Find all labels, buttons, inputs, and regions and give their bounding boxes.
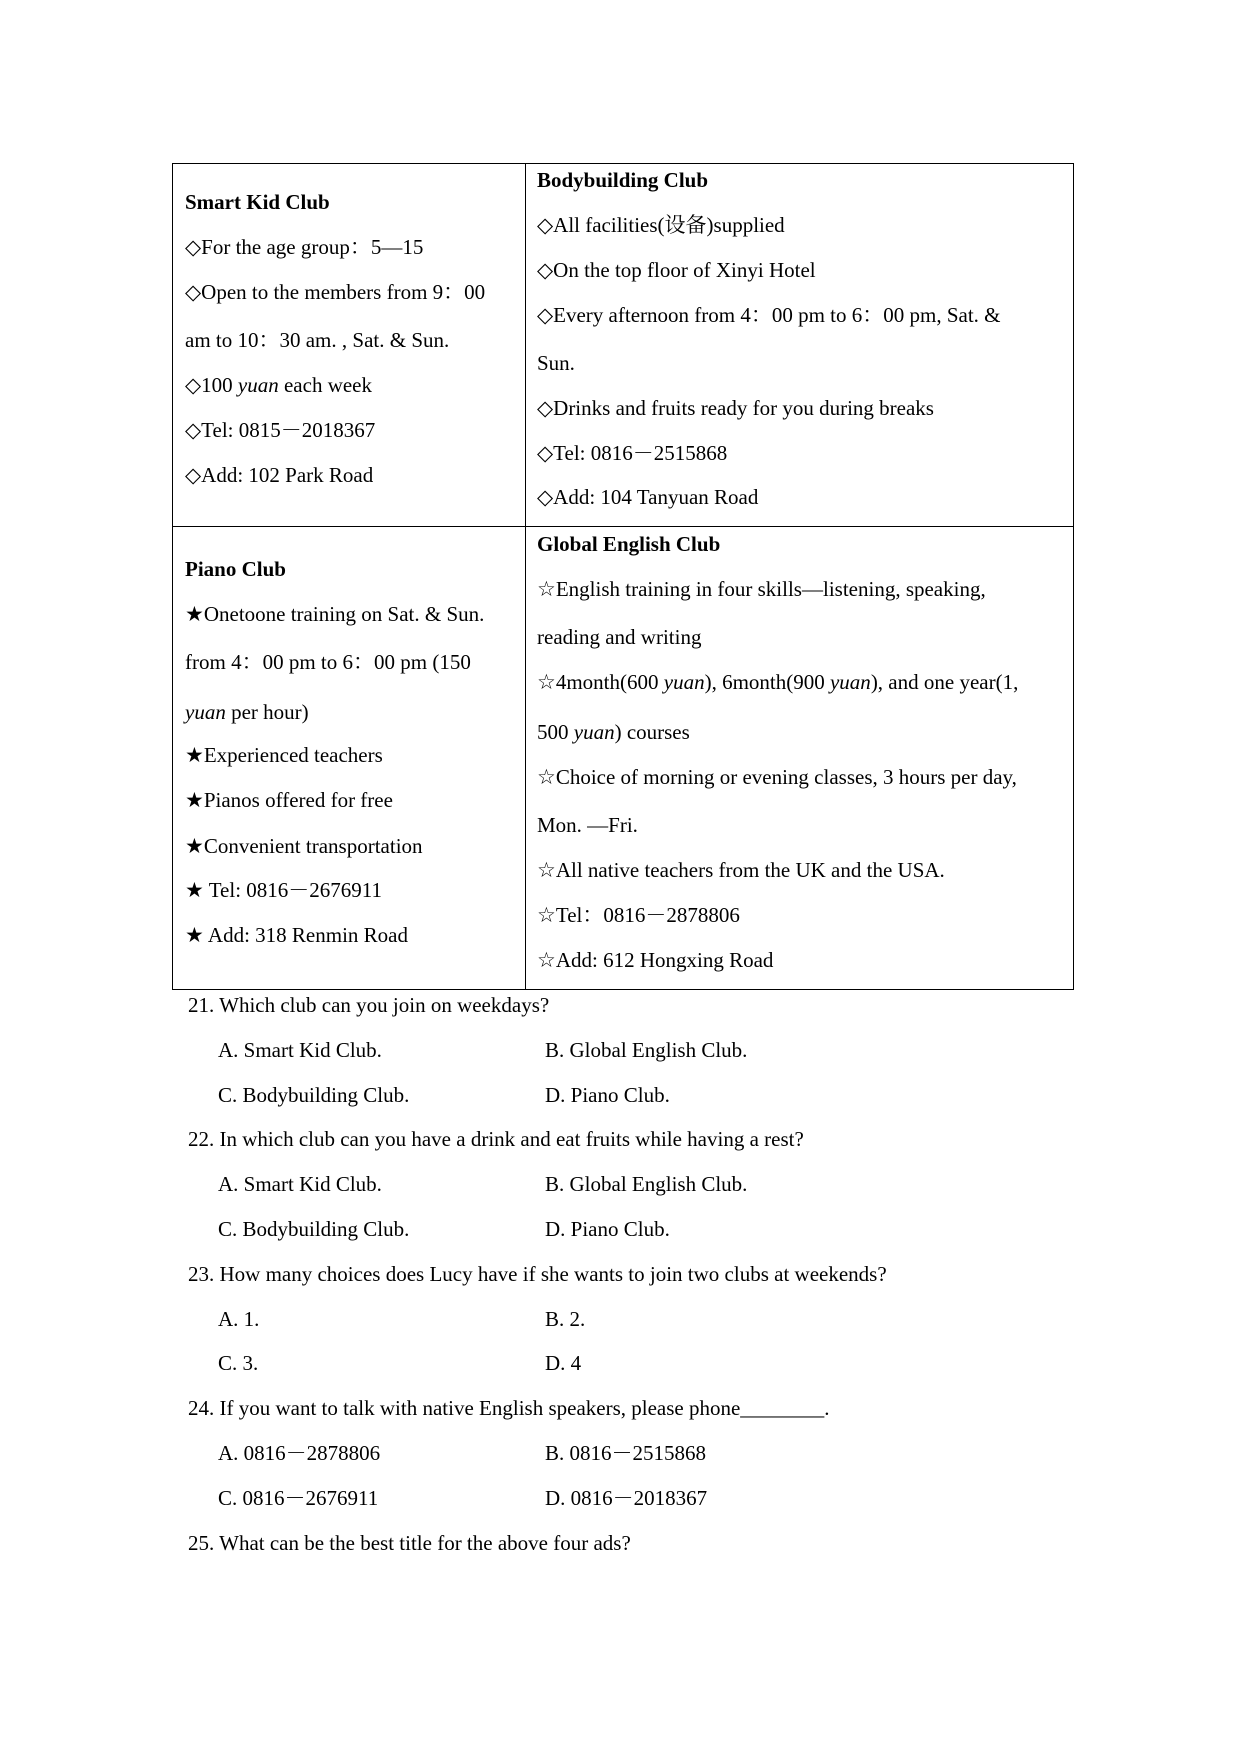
question-stem: 21. Which club can you join on weekdays? xyxy=(188,993,550,1017)
option-d: D. 0816－2018367 xyxy=(545,1485,708,1510)
options-row xyxy=(188,1476,1068,1521)
option-a: A. 0816－2878806 xyxy=(218,1440,381,1465)
option-d: D. Piano Club. xyxy=(545,1082,670,1107)
line-text: ◇100 xyxy=(185,373,238,397)
question-23 xyxy=(188,1252,1068,1386)
line-text: ☆4month(600 xyxy=(537,670,664,694)
teachers-line: ★Experienced teachers xyxy=(185,743,383,767)
option-b: B. 2. xyxy=(545,1306,586,1331)
currency-word: yuan xyxy=(573,720,615,744)
option-a: A. Smart Kid Club. xyxy=(218,1172,382,1197)
option-c: C. Bodybuilding Club. xyxy=(218,1082,410,1107)
option-a: A. Smart Kid Club. xyxy=(218,1037,382,1062)
option-c: C. Bodybuilding Club. xyxy=(218,1216,410,1241)
tel-line: ★ Tel: 0816－2676911 xyxy=(185,878,383,902)
address-line: ★ Add: 318 Renmin Road xyxy=(185,923,408,947)
ad-title: Bodybuilding Club xyxy=(537,168,709,192)
courses-line-cont xyxy=(537,717,690,747)
tel-line: ◇Tel: 0816－2515868 xyxy=(537,441,728,465)
options-row xyxy=(188,1341,1068,1386)
line-text: 500 xyxy=(537,720,574,744)
ad-bodybuilding-club xyxy=(526,164,1073,527)
option-b: B. 0816－2515868 xyxy=(545,1440,707,1465)
facilities-line: ◇All facilities(设备)supplied xyxy=(537,213,785,237)
currency-word: yuan xyxy=(185,700,226,724)
question-21 xyxy=(188,983,1068,1117)
currency-word: yuan xyxy=(237,373,279,397)
training-line-cont xyxy=(185,697,309,727)
line-text: ) courses xyxy=(614,720,690,744)
question-22 xyxy=(188,1117,1068,1251)
options-row xyxy=(188,1207,1068,1252)
address-line: ☆Add: 612 Hongxing Road xyxy=(537,948,774,972)
question-24 xyxy=(188,1386,1068,1520)
opening-hours-line: ◇Every afternoon from 4：00 pm to 6：00 pm, Sat. & xyxy=(537,303,1001,327)
tel-line: ☆Tel：0816－2878806 xyxy=(537,903,740,927)
options-row xyxy=(188,1073,1068,1118)
currency-word: yuan xyxy=(829,670,871,694)
options-row xyxy=(188,1297,1068,1342)
question-stem: 22. In which club can you have a drink and eat fruits while having a rest? xyxy=(188,1127,804,1152)
line-text: ), and one year(1, xyxy=(870,670,1019,694)
class-time-line: ☆Choice of morning or evening classes, 3 hours per day, xyxy=(537,765,1017,789)
training-line: ★Onetoone training on Sat. & Sun. xyxy=(185,602,485,626)
option-d: D. Piano Club. xyxy=(545,1216,670,1241)
option-b: B. Global English Club. xyxy=(545,1037,748,1062)
courses-line xyxy=(537,667,1018,697)
tel-line: ◇Tel: 0815－2018367 xyxy=(185,418,376,442)
option-c: C. 0816－2676911 xyxy=(218,1485,379,1510)
training-line-cont: reading and writing xyxy=(537,625,702,649)
training-line-cont: from 4：00 pm to 6：00 pm (150 xyxy=(185,650,471,674)
option-c: C. 3. xyxy=(218,1351,259,1376)
ad-title: Global English Club xyxy=(537,532,721,556)
pianos-line: ★Pianos offered for free xyxy=(185,788,393,812)
options-row xyxy=(188,1162,1068,1207)
location-line: ◇On the top floor of Xinyi Hotel xyxy=(537,258,816,282)
address-line: ◇Add: 102 Park Road xyxy=(185,463,374,487)
address-line: ◇Add: 104 Tanyuan Road xyxy=(537,485,759,509)
opening-hours-line: ◇Open to the members from 9：00 xyxy=(185,280,486,304)
price-line xyxy=(185,370,372,400)
options-row xyxy=(188,1028,1068,1073)
option-d: D. 4 xyxy=(545,1351,582,1376)
transportation-line: ★Convenient transportation xyxy=(185,834,423,858)
ad-global-english-club xyxy=(526,527,1073,989)
line-text: ), 6month(900 xyxy=(704,670,830,694)
currency-word: yuan xyxy=(663,670,705,694)
option-a: A. 1. xyxy=(218,1306,260,1331)
question-25 xyxy=(188,1521,1068,1566)
refreshments-line: ◇Drinks and fruits ready for you during breaks xyxy=(537,396,934,420)
questions-section xyxy=(188,983,1068,1565)
option-b: B. Global English Club. xyxy=(545,1172,748,1197)
ad-piano-club xyxy=(173,527,526,989)
ads-table xyxy=(172,163,1074,990)
opening-hours-line-cont: am to 10：30 am. , Sat. & Sun. xyxy=(185,328,450,352)
options-row xyxy=(188,1431,1068,1476)
question-stem: 25. What can be the best title for the above four ads? xyxy=(188,1530,631,1555)
ad-title: Smart Kid Club xyxy=(185,190,330,214)
question-stem: 23. How many choices does Lucy have if she wants to join two clubs at weekends? xyxy=(188,1261,887,1286)
class-time-line-cont: Mon. —Fri. xyxy=(537,813,638,837)
ad-smart-kid-club xyxy=(173,164,526,527)
teachers-line: ☆All native teachers from the UK and the USA. xyxy=(537,858,945,882)
question-stem: 24. If you want to talk with native English speakers, please phone________. xyxy=(188,1396,830,1421)
line-text: per hour) xyxy=(225,700,309,724)
opening-hours-line-cont: Sun. xyxy=(537,351,575,375)
ad-title: Piano Club xyxy=(185,557,286,581)
line-text: each week xyxy=(278,373,373,397)
training-line: ☆English training in four skills—listening, speaking, xyxy=(537,577,986,601)
age-group-line: ◇For the age group：5—15 xyxy=(185,235,424,259)
